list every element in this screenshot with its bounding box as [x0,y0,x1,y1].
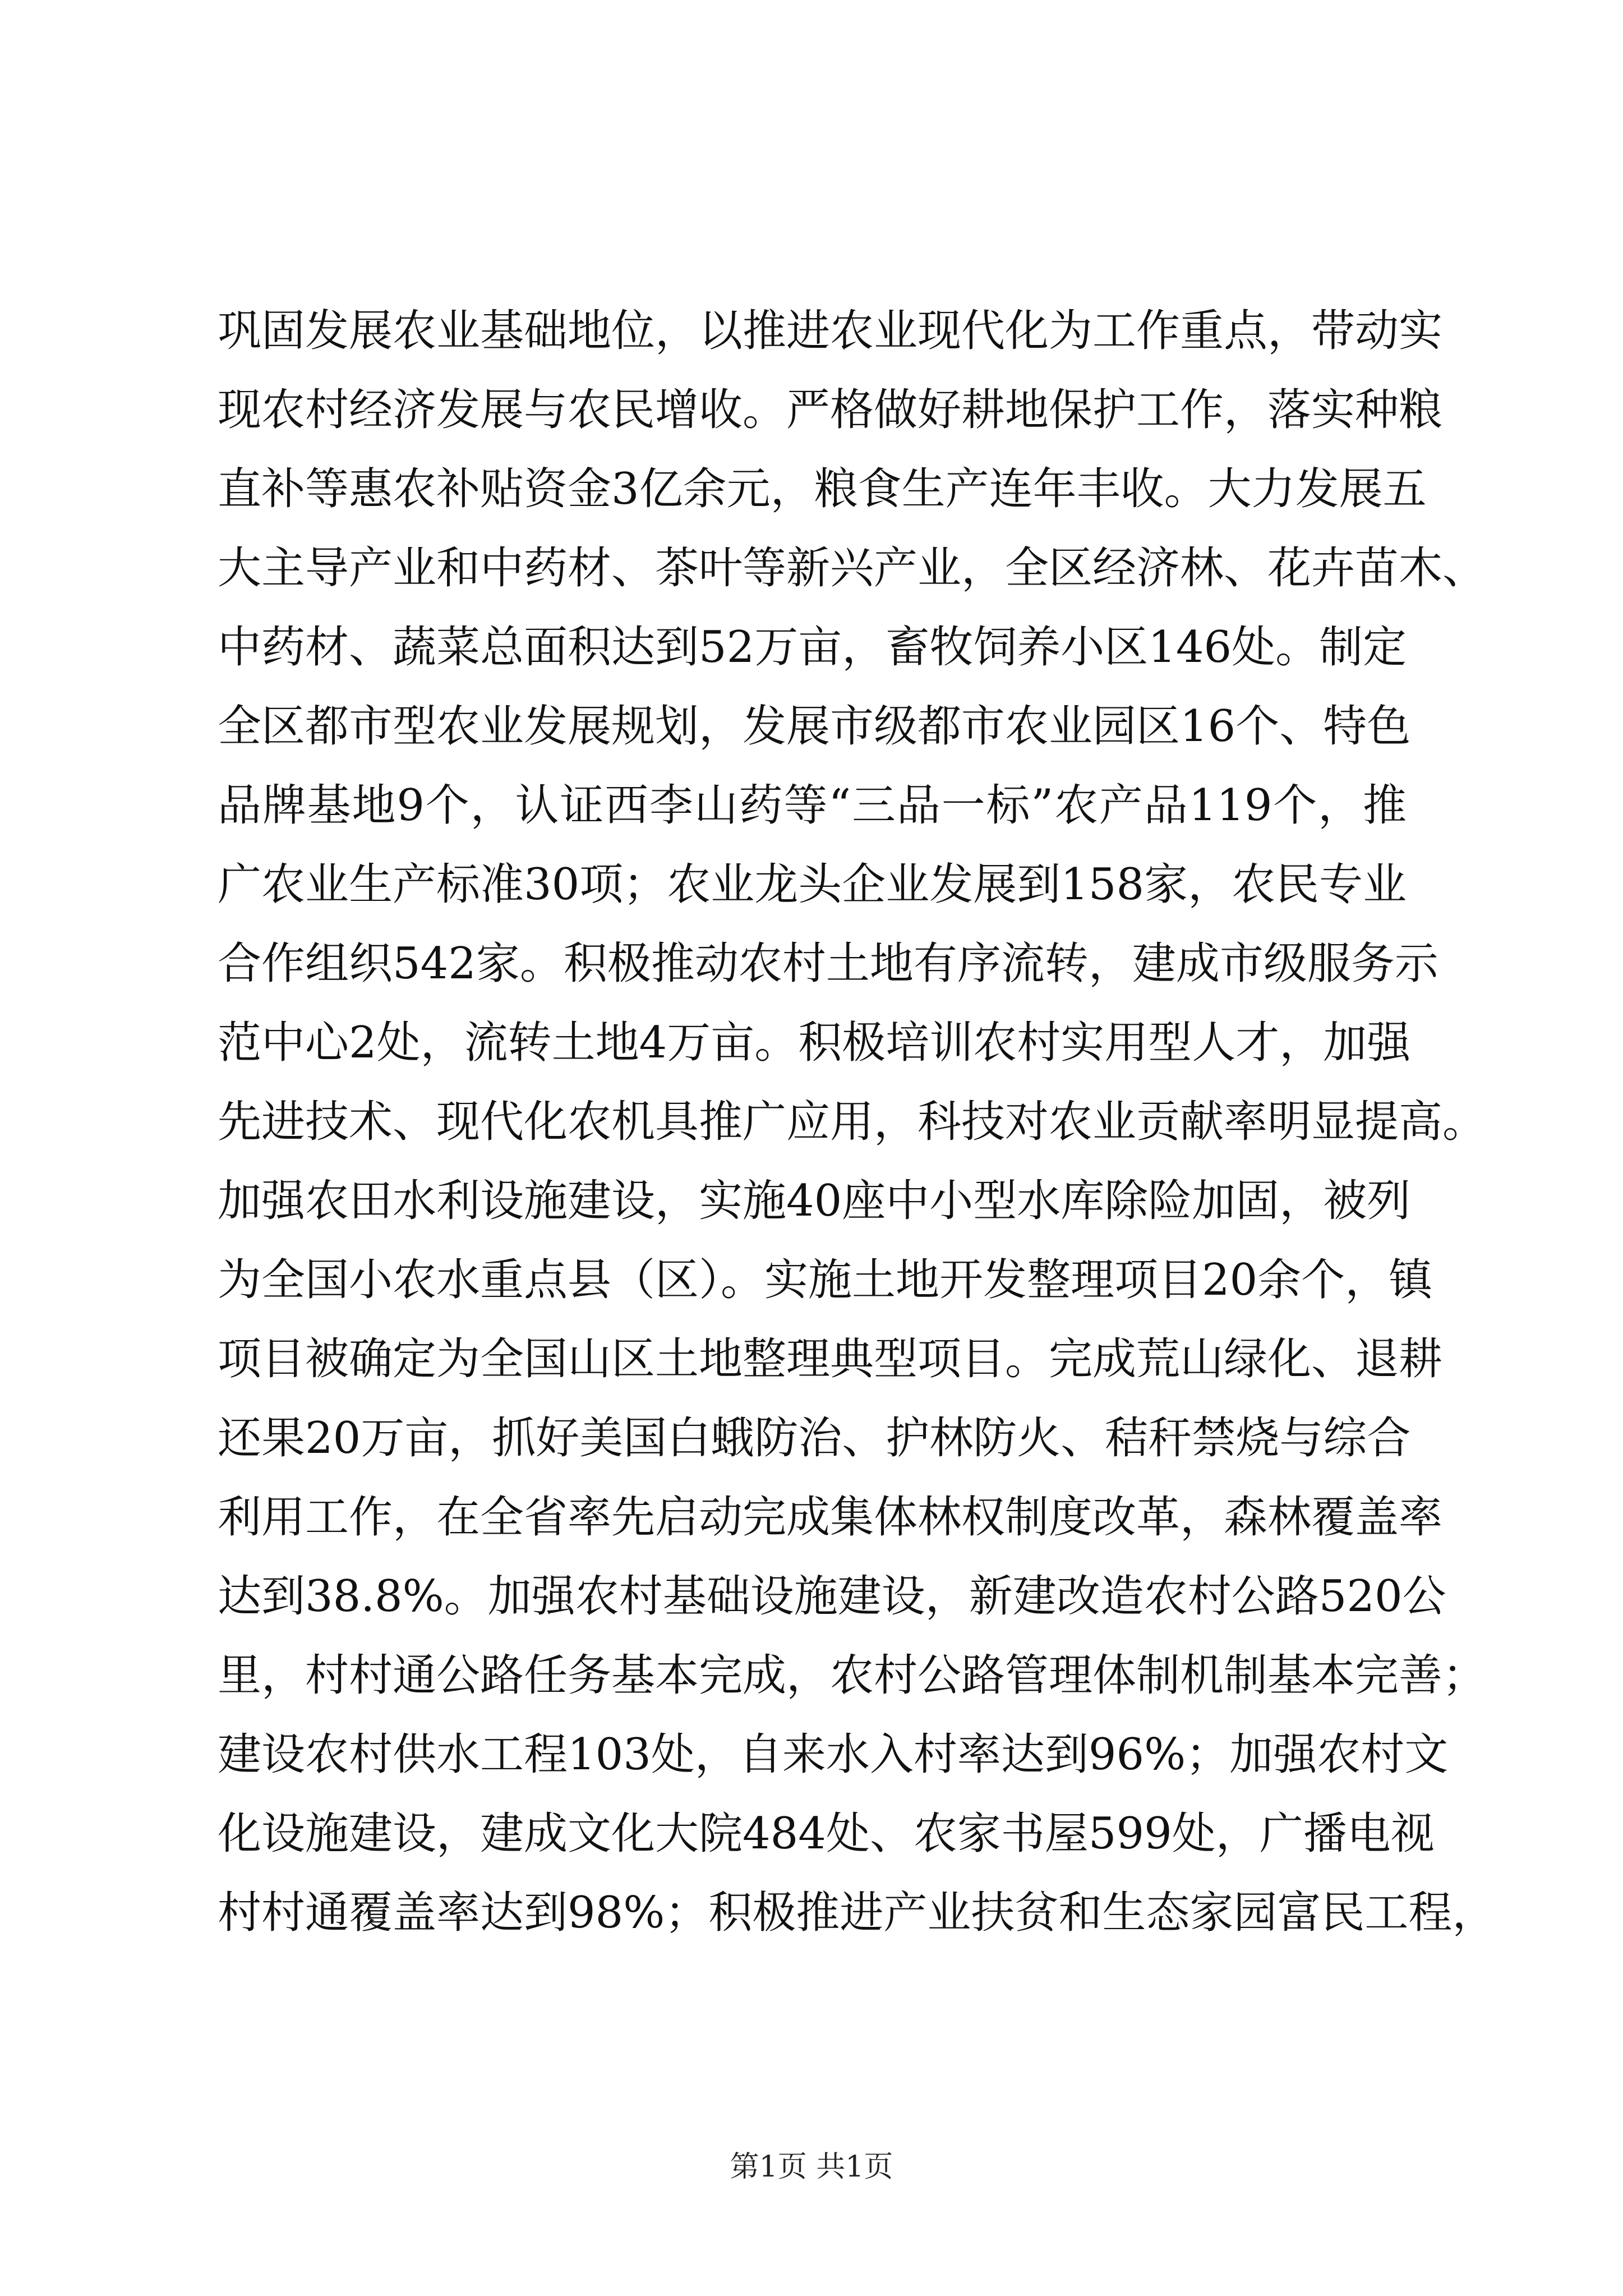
body-paragraph [218,292,1496,1953]
text-line: 建设农村供水工程103处，自来水入村率达到96%；加强农村文 [218,1729,1449,1780]
text-line: 广农业生产标准30项；农业龙头企业发展到158家，农民专业 [218,859,1407,910]
text-line: 达到38.8%。加强农村基础设施建设，新建改造农村公路520公 [218,1571,1446,1622]
text-line: 现农村经济发展与农民增收。严格做好耕地保护工作，落实种粮 [218,385,1443,435]
text-line: 全区都市型农业发展规划，发展市级都市农业园区16个、特色 [218,701,1411,752]
text-line: 为全国小农水重点县（区）。实施土地开发整理项目20余个，镇 [218,1255,1433,1305]
text-line: 先进技术、现代化农机具推广应用，科技对农业贡献率明显提高。 [218,1097,1487,1147]
text-line: 里，村村通公路任务基本完成，农村公路管理体制机制基本完善； [218,1650,1487,1701]
text-line: 加强农田水利设施建设，实施40座中小型水库除险加固，被列 [218,1176,1411,1226]
text-line: 项目被确定为全国山区土地整理典型项目。完成荒山绿化、退耕 [218,1334,1443,1384]
text-line: 品牌基地9个，认证西李山药等“三品一标”农产品119个，推 [218,780,1407,831]
text-line: 化设施建设，建成文化大院484处、农家书屋599处，广播电视 [218,1809,1435,1859]
page-footer: 第1页 共1页 [730,2150,893,2184]
text-line: 还果20万亩，抓好美国白蛾防治、护林防火、秸秆禁烧与综合 [218,1413,1411,1464]
text-line: 合作组织542家。积极推动农村土地有序流转，建成市级服务示 [218,938,1438,989]
text-line: 巩固发展农业基础地位，以推进农业现代化为工作重点，带动实 [218,306,1443,356]
text-line: 村村通覆盖率达到98%；积极推进产业扶贫和生态家园富民工程， [218,1888,1496,1938]
text-line: 利用工作，在全省率先启动完成集体林权制度改革，森林覆盖率 [218,1492,1443,1543]
text-line: 直补等惠农补贴资金3亿余元，粮食生产连年丰收。大力发展五 [218,464,1427,514]
text-line: 大主导产业和中药材、茶叶等新兴产业，全区经济林、花卉苗木、 [218,543,1487,593]
text-line: 范中心2处，流转土地4万亩。积极培训农村实用型人才，加强 [218,1018,1411,1068]
text-line: 中药材、蔬菜总面积达到52万亩，畜牧饲养小区146处。制定 [218,622,1407,673]
